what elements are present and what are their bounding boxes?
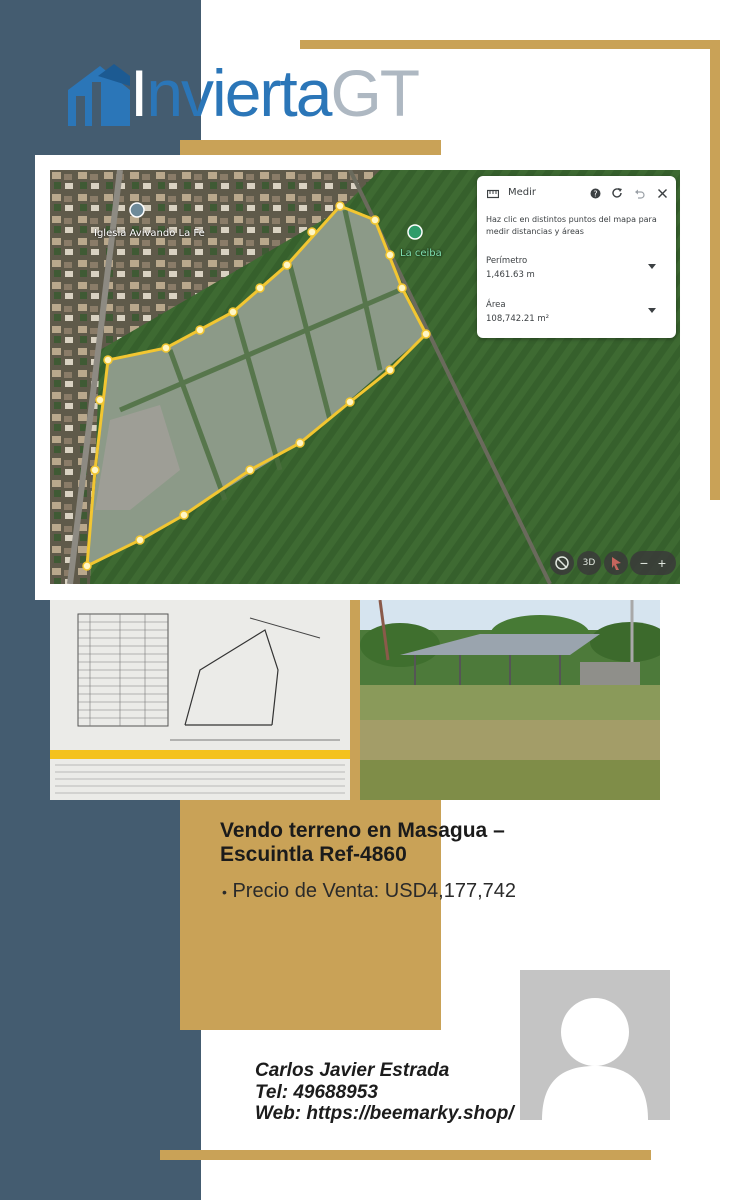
measure-title: Medir (508, 187, 537, 198)
3d-toggle-button[interactable]: 3D (577, 551, 601, 575)
brand-logo (130, 56, 418, 130)
help-icon[interactable] (590, 188, 601, 199)
measure-instructions: Haz clic en distintos puntos del mapa para medir distancias y áreas (486, 215, 657, 236)
logo-letter-i: I (130, 56, 147, 130)
contact-phone[interactable]: Tel: 49688953 (255, 1082, 378, 1103)
svg-text:?: ? (593, 189, 598, 199)
listing-title: Vendo terreno en Masagua – Escuintla Ref-4860 (220, 819, 505, 866)
measure-panel (477, 176, 676, 338)
contact-web-link[interactable]: Web: https://beemarky.shop/ (255, 1103, 514, 1124)
right-gold-rule (710, 40, 720, 500)
price-text: Precio de Venta: USD4,177,742 (232, 880, 516, 902)
compass-button[interactable] (550, 551, 574, 575)
site-photo (360, 600, 660, 800)
zoom-in-button[interactable]: + (657, 555, 667, 571)
logo-word-gt: GT (330, 56, 419, 130)
site-photo-scene (360, 600, 660, 800)
zoom-controls (630, 551, 676, 575)
refresh-icon[interactable] (611, 187, 623, 199)
bullet: • (222, 884, 227, 900)
person-placeholder-icon (520, 970, 670, 1120)
area-value: 108,742.21 m² (486, 314, 550, 324)
top-gold-rule (300, 40, 720, 49)
pegman-icon (604, 551, 628, 575)
avatar (520, 970, 670, 1120)
map-place-label: La ceiba (400, 248, 442, 259)
undo-icon[interactable] (634, 188, 645, 199)
survey-plan-image (50, 600, 350, 800)
compass-icon (550, 551, 574, 575)
ruler-icon (487, 189, 499, 199)
area-label: Área (486, 300, 506, 310)
price-line (222, 880, 516, 903)
bottom-gold-rule (160, 1150, 651, 1160)
chevron-down-icon[interactable] (648, 308, 656, 314)
chevron-down-icon[interactable] (648, 264, 656, 270)
perimeter-label: Perímetro (486, 256, 528, 266)
perimeter-value: 1,461.63 m (486, 270, 535, 280)
close-icon[interactable] (657, 188, 668, 199)
survey-plan-drawing (50, 600, 350, 800)
pegman-button[interactable] (604, 551, 628, 575)
zoom-out-button[interactable]: − (639, 555, 649, 571)
contact-name: Carlos Javier Estrada (255, 1060, 450, 1081)
map-place-label: Iglesia Avivando La Fe (94, 228, 205, 239)
logo-word-nvierta: nvierta (146, 56, 331, 130)
